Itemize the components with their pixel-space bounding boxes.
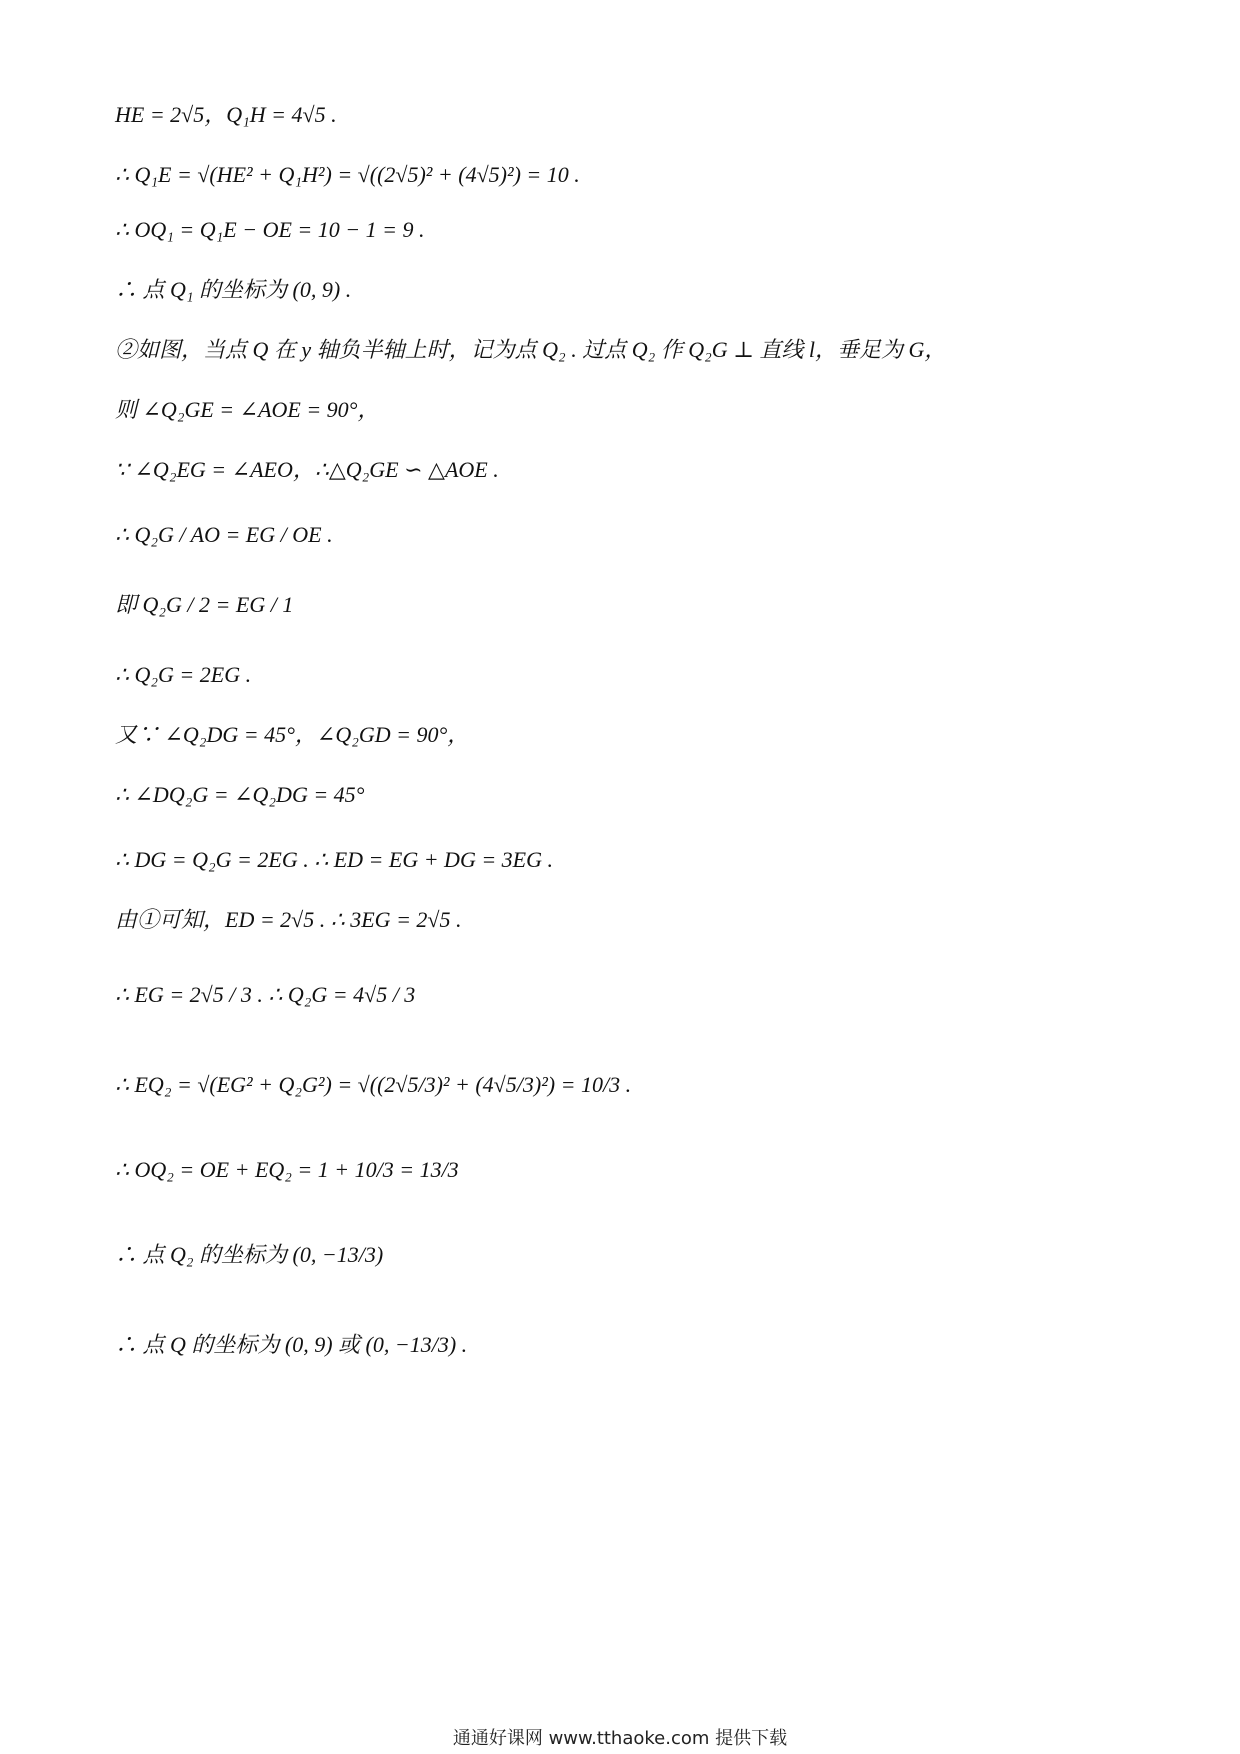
math-line: ∴ Q₁E = √(HE² + Q₁H²) = √((2√5)² + (4√5)²) = 10 .: [115, 162, 580, 187]
footer-source: 通通好课网 www.tthaoke.com 提供下载: [452, 1728, 788, 1749]
math-line: ∴ EQ₂ = √(EG² + Q₂G²) = √((2√5/3)² + (4√5/3)²) = 10/3 .: [115, 1072, 632, 1097]
math-line: ∴ Q₂G / AO = EG / OE .: [115, 522, 333, 547]
math-line: ②如图，当点 Q 在 y 轴负半轴上时，记为点 Q₂ . 过点 Q₂ 作 Q₂G ⊥ 直线 l，垂足为 G，: [115, 337, 947, 362]
math-line: ∴ EG = 2√5 / 3 . ∴ Q₂G = 4√5 / 3: [115, 982, 416, 1007]
math-line: 由①可知，ED = 2√5 . ∴ 3EG = 2√5 .: [115, 907, 462, 932]
math-line: ∴ OQ₁ = Q₁E − OE = 10 − 1 = 9 .: [115, 217, 425, 242]
math-line: 则 ∠Q₂GE = ∠AOE = 90°，: [115, 397, 380, 422]
math-line: ∴ 点 Q₂ 的坐标为 (0, −13/3): [115, 1242, 384, 1267]
math-line: ∴ DG = Q₂G = 2EG . ∴ ED = EG + DG = 3EG .: [115, 847, 554, 872]
math-line: HE = 2√5，Q₁H = 4√5 .: [115, 102, 337, 127]
math-line: ∴ 点 Q 的坐标为 (0, 9) 或 (0, −13/3) .: [115, 1332, 468, 1357]
math-line: ∴ 点 Q₁ 的坐标为 (0, 9) .: [115, 277, 352, 302]
math-line: ∴ ∠DQ₂G = ∠Q₂DG = 45°: [115, 782, 365, 807]
math-line: 又∵ ∠Q₂DG = 45°，∠Q₂GD = 90°，: [115, 722, 470, 747]
math-line: ∴ Q₂G = 2EG .: [115, 662, 252, 687]
math-line: ∵ ∠Q₂EG = ∠AEO，∴△Q₂GE ∽ △AOE .: [115, 457, 499, 482]
math-line: ∴ OQ₂ = OE + EQ₂ = 1 + 10/3 = 13/3: [115, 1157, 459, 1182]
math-line: 即 Q₂G / 2 = EG / 1: [115, 592, 294, 617]
